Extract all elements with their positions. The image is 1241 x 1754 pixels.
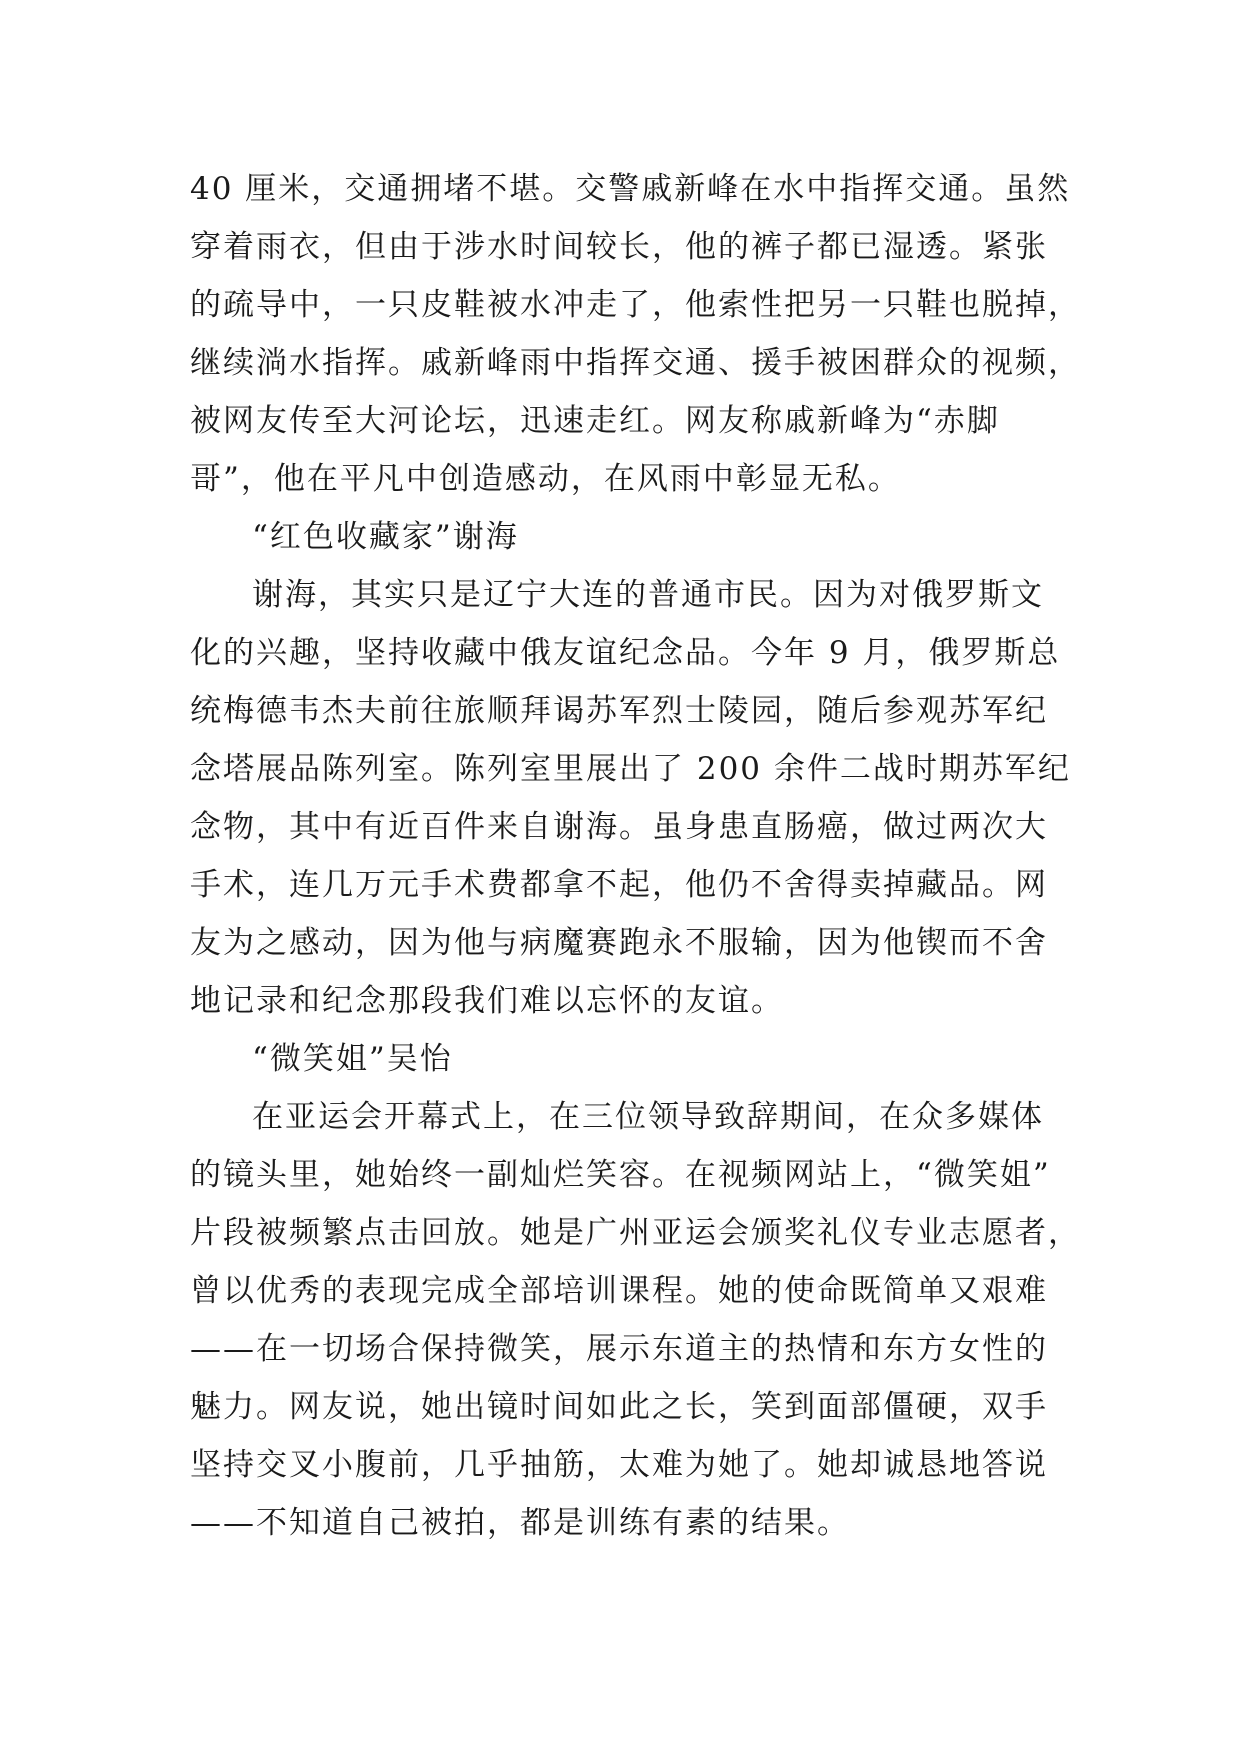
text-line: 在亚运会开幕式上，在三位领导致辞期间，在众多媒体	[252, 1099, 1044, 1135]
text-line: 魅力。网友说，她出镜时间如此之长，笑到面部僵硬，双手	[190, 1389, 1048, 1425]
text-line: 继续淌水指挥。戚新峰雨中指挥交通、援手被困群众的视频，	[190, 345, 1081, 381]
section-heading: “红色收藏家”谢海	[252, 519, 519, 555]
text-line: 片段被频繁点击回放。她是广州亚运会颁奖礼仪专业志愿者，	[190, 1215, 1081, 1251]
text-line: 念塔展品陈列室。陈列室里展出了 200 余件二战时期苏军纪	[190, 751, 1071, 787]
document-body	[190, 160, 1081, 1552]
text-line: 友为之感动，因为他与病魔赛跑永不服输，因为他锲而不舍	[190, 925, 1048, 961]
text-line: ——不知道自己被拍，都是训练有素的结果。	[190, 1505, 850, 1541]
text-line: 的镜头里，她始终一副灿烂笑容。在视频网站上，“微笑姐”	[190, 1157, 1051, 1193]
text-line: 统梅德韦杰夫前往旅顺拜谒苏军烈士陵园，随后参观苏军纪	[190, 693, 1048, 729]
text-line: 哥”，他在平凡中创造感动，在风雨中彰显无私。	[190, 461, 901, 497]
text-line: 被网友传至大河论坛，迅速走红。网友称戚新峰为“赤脚	[190, 403, 1000, 439]
text-line: 念物，其中有近百件来自谢海。虽身患直肠癌，做过两次大	[190, 809, 1048, 845]
text-line: 40 厘米，交通拥堵不堪。交警戚新峰在水中指挥交通。虽然	[190, 171, 1071, 207]
text-line: 地记录和纪念那段我们难以忘怀的友谊。	[190, 983, 784, 1019]
text-line: 化的兴趣，坚持收藏中俄友谊纪念品。今年 9 月，俄罗斯总	[190, 635, 1061, 671]
section-heading: “微笑姐”吴怡	[252, 1041, 453, 1077]
text-line: 曾以优秀的表现完成全部培训课程。她的使命既简单又艰难	[190, 1273, 1048, 1309]
text-line: 穿着雨衣，但由于涉水时间较长，他的裤子都已湿透。紧张	[190, 229, 1048, 265]
text-line: 的疏导中，一只皮鞋被水冲走了，他索性把另一只鞋也脱掉，	[190, 287, 1081, 323]
text-line: 手术，连几万元手术费都拿不起，他仍不舍得卖掉藏品。网	[190, 867, 1048, 903]
text-line: ——在一切场合保持微笑，展示东道主的热情和东方女性的	[190, 1331, 1048, 1367]
text-line: 坚持交叉小腹前，几乎抽筋，太难为她了。她却诚恳地答说	[190, 1447, 1048, 1483]
text-line: 谢海，其实只是辽宁大连的普通市民。因为对俄罗斯文	[252, 577, 1044, 613]
